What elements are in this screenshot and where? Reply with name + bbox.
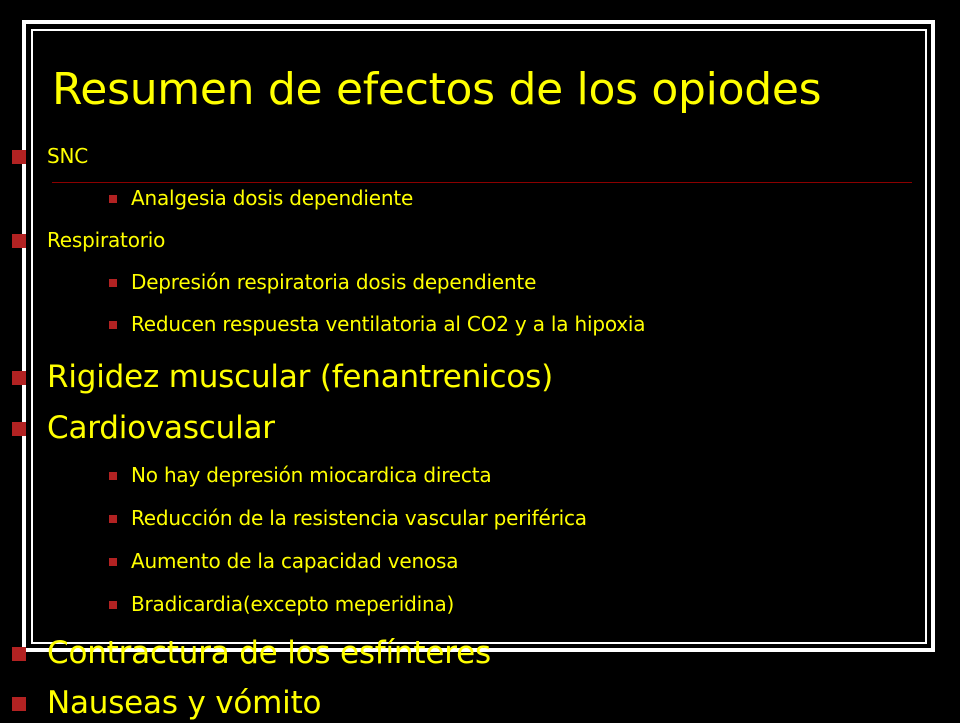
bullet-text: Cardiovascular <box>47 410 275 446</box>
bullet-text: Contractura de los esfínteres <box>47 635 491 671</box>
bullet-square-icon <box>109 558 117 566</box>
bullet-text: SNC <box>47 144 89 168</box>
bullet-text: Respiratorio <box>47 228 166 252</box>
sub-bullet-text: Analgesia dosis dependiente <box>131 186 414 210</box>
bullet-text: Nauseas y vómito <box>47 685 322 721</box>
bullet-square-icon <box>12 150 26 164</box>
sub-bullet-text: Reducción de la resistencia vascular periférica <box>131 506 587 530</box>
bullet-square-icon <box>109 472 117 480</box>
sub-bullet-text: Bradicardia(excepto meperidina) <box>131 592 455 616</box>
sub-bullet-text: Depresión respiratoria dosis dependiente <box>131 270 537 294</box>
bullet-text: Rigidez muscular (fenantrenicos) <box>47 359 553 395</box>
bullet-square-icon <box>12 697 26 711</box>
bullet-square-icon <box>109 279 117 287</box>
bullet-square-icon <box>109 321 117 329</box>
bullet-square-icon <box>109 195 117 203</box>
bullet-square-icon <box>109 515 117 523</box>
bullet-square-icon <box>12 234 26 248</box>
bullet-square-icon <box>12 647 26 661</box>
bullet-square-icon <box>12 371 26 385</box>
slide-title: Resumen de efectos de los opiodes <box>52 64 822 115</box>
sub-bullet-text: Reducen respuesta ventilatoria al CO2 y a la hipoxia <box>131 312 646 336</box>
sub-bullet-text: No hay depresión miocardica directa <box>131 463 492 487</box>
sub-bullet-text: Aumento de la capacidad venosa <box>131 549 459 573</box>
bullet-square-icon <box>109 601 117 609</box>
bullet-square-icon <box>12 422 26 436</box>
